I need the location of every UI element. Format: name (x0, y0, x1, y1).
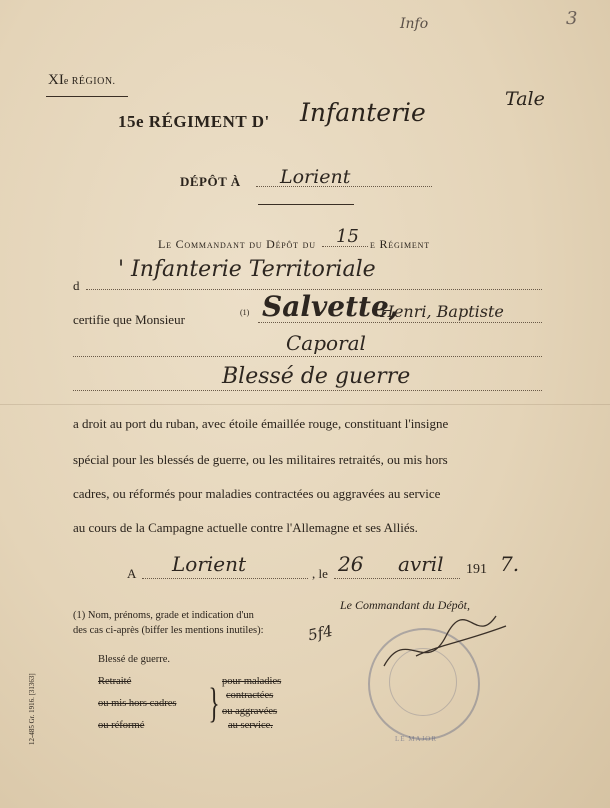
option-aggravees: ou aggravées (222, 706, 278, 717)
region-suffix: e RÉGION. (63, 76, 116, 87)
region-number: XI (48, 72, 64, 88)
status-handwritten: Blessé de guerre (222, 364, 411, 389)
options-brace: } (208, 681, 220, 727)
status-dotted-line (73, 390, 542, 391)
signature-scribble (376, 606, 516, 686)
d-letter: d (73, 278, 80, 293)
grade-handwritten: Caporal (286, 331, 366, 355)
date-year-prefix: 191 (466, 562, 487, 577)
arm-handwritten: ' Infanterie Territoriale (118, 257, 376, 282)
commandant-text: Le Commandant du Dépôt du (158, 237, 316, 251)
option-blesse: Blessé de guerre. (98, 654, 171, 665)
body-line-4: au cours de la Campagne actuelle contre l'Allemagne et ses Alliés. (73, 520, 418, 535)
grade-dotted-line (73, 356, 542, 357)
body-line-3: cadres, ou réformés pour maladies contractées ou aggravées au service (73, 486, 441, 501)
regiment-suffix-handwritten: Tale (505, 88, 545, 110)
option-retraite: Retraité (98, 676, 132, 687)
body-line-2: spécial pour les blessés de guerre, ou les militaires retraités, ou mis hors (73, 452, 448, 467)
date-le-label: , le (312, 566, 328, 581)
certifie-text: certifie que Monsieur (73, 312, 185, 327)
regiment-arm-handwritten: Infanterie (300, 98, 426, 127)
regiment-title: 15e RÉGIMENT D' (118, 112, 270, 131)
depot-label: DÉPÔT À (180, 174, 241, 189)
commandant-signature-label: Le Commandant du Dépôt, (340, 598, 470, 612)
option-hors-cadres: ou mis hors cadres (98, 698, 177, 709)
date-month-handwritten: avril (398, 552, 444, 576)
print-code: 12-485 Gr. 1916. [31363] (28, 673, 36, 745)
footnote-mark: (1) (240, 308, 250, 317)
corner-note: Info (400, 16, 429, 32)
body-line-1: a droit au port du ruban, avec étoile émaillée rouge, constituant l'insigne (73, 416, 449, 431)
date-year-handwritten: 7. (500, 552, 520, 576)
fold-line (0, 404, 610, 405)
regiment-label: e Régiment (370, 237, 430, 251)
date-day-handwritten: 26 (338, 552, 364, 576)
corner-mark: 3 (566, 8, 578, 29)
given-names-handwritten: Henri, Baptiste (380, 302, 504, 321)
option-service: au service. (228, 720, 273, 731)
option-contractees: contractées (226, 690, 274, 701)
date-place-handwritten: Lorient (172, 552, 247, 576)
stamp-text: LE MAJOR (395, 735, 438, 743)
date-a-label: A (127, 566, 137, 581)
header-separator (258, 204, 354, 205)
option-reforme: ou réformé (98, 720, 145, 731)
region-label (48, 72, 116, 89)
option-maladies: pour maladies (222, 676, 282, 687)
surname-handwritten: Salvette, (262, 290, 399, 323)
region-underline (46, 96, 128, 97)
depot-place-handwritten: Lorient (280, 166, 351, 188)
date-dotted-line (334, 578, 460, 579)
handwritten-tampon: 5f4 (306, 621, 335, 645)
place-dotted-line (142, 578, 308, 579)
footnote-line-2: des cas ci-après (biffer les mentions inutiles): (73, 625, 264, 636)
footnote-line-1: (1) Nom, prénoms, grade et indication d'un (73, 610, 254, 621)
regiment-number-handwritten: 15 (336, 226, 359, 247)
